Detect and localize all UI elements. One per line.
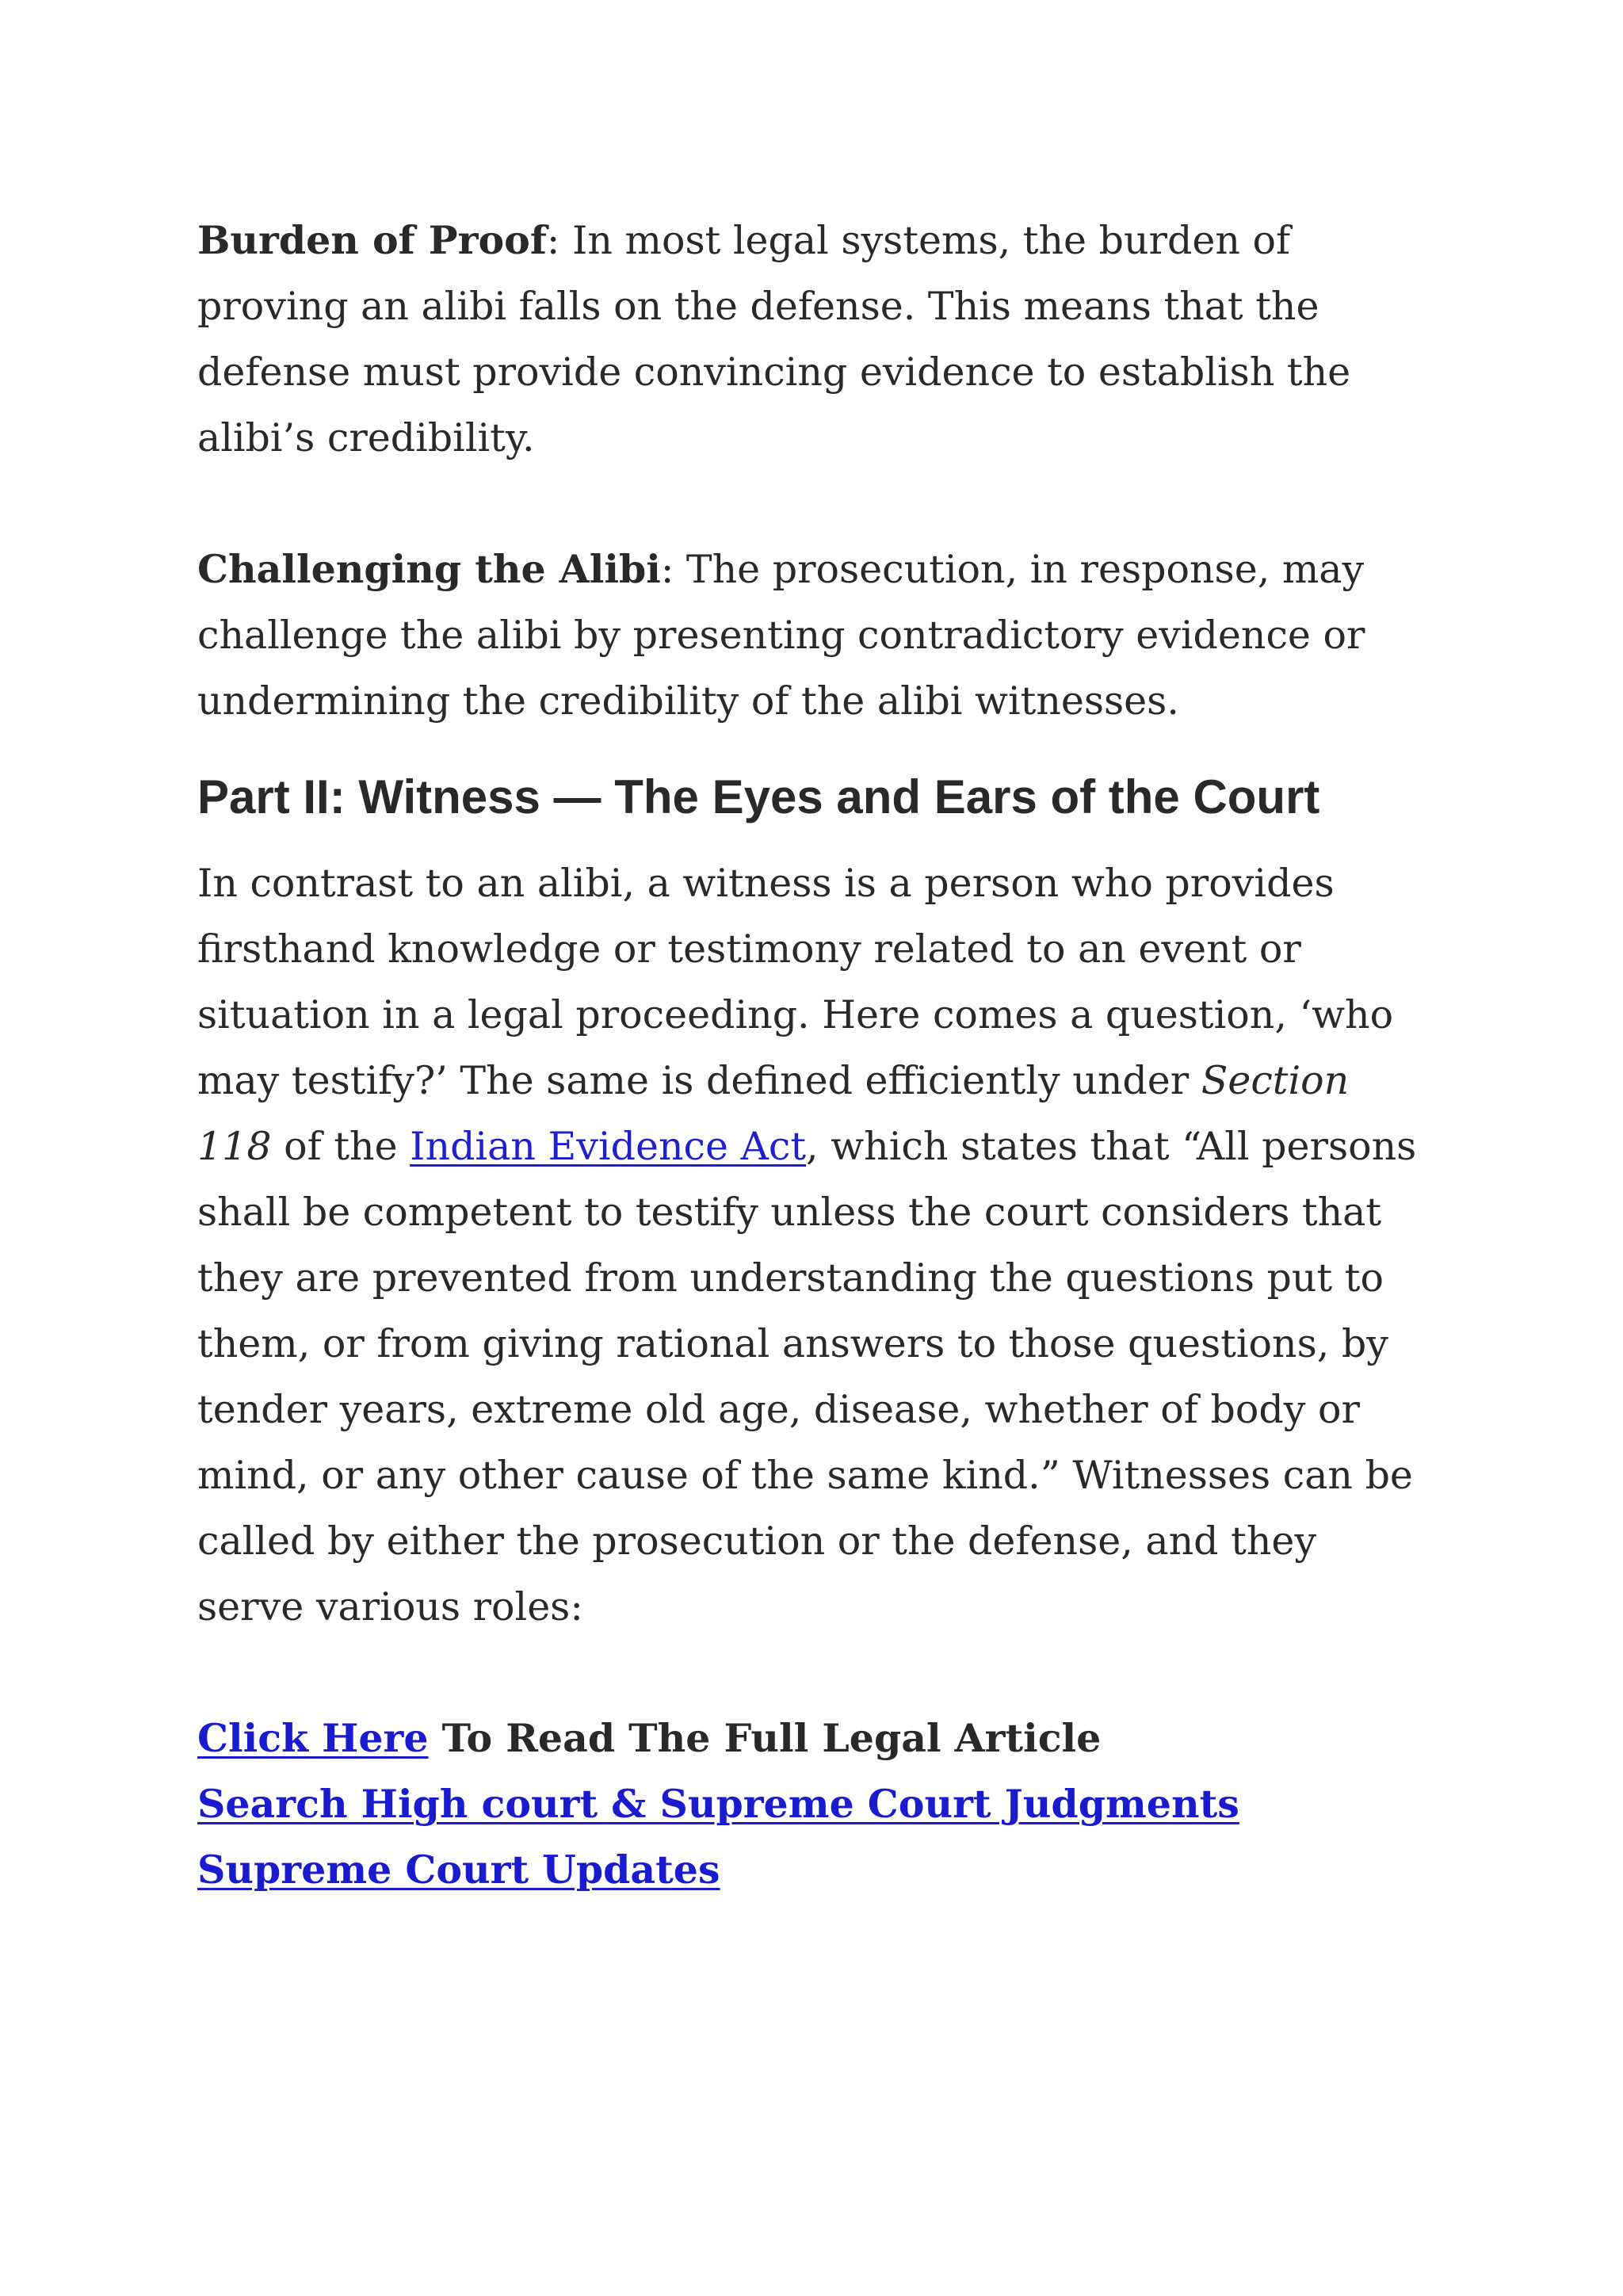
challenging-alibi-text: : The prosecution, in response, may challenge the alibi by presenting contradictory evidence or undermining the credibility of the alibi witnesses.	[197, 547, 1365, 724]
burden-of-proof-paragraph	[197, 208, 1434, 471]
article-body	[197, 208, 1434, 1903]
read-full-article-line	[197, 1706, 1434, 1771]
search-judgments-link[interactable]: Search High court & Supreme Court Judgments	[197, 1781, 1239, 1827]
supreme-court-updates-line	[197, 1837, 1434, 1903]
witness-text-part-3: , which states that “All persons shall be competent to testify unless the court considers that they are prevented from understanding the questions put to them, or from giving rational answers to those questions, by tender years, extreme old age, disease, whether of body or mind, or any other cause of the same kind.” Witnesses can be called by either the prosecution or the defense, and they serve various roles:	[197, 1124, 1417, 1629]
burden-of-proof-term: Burden of Proof	[197, 217, 547, 263]
indian-evidence-act-link[interactable]: Indian Evidence Act	[410, 1124, 807, 1169]
challenging-alibi-paragraph	[197, 537, 1434, 734]
search-judgments-line	[197, 1771, 1434, 1837]
read-full-article-text: To Read The Full Legal Article	[428, 1715, 1102, 1761]
burden-of-proof-text: : In most legal systems, the burden of proving an alibi falls on the defense. This means that the defense must provide convincing evidence to establish the alibi’s credibility.	[197, 218, 1351, 460]
witness-paragraph	[197, 850, 1434, 1640]
click-here-link[interactable]: Click Here	[197, 1715, 429, 1761]
section-heading: Part II: Witness — The Eyes and Ears of the Court	[197, 770, 1320, 823]
links-block	[197, 1706, 1434, 1903]
witness-text-part-1: In contrast to an alibi, a witness is a person who provides firsthand knowledge or testimony related to an event or situation in a legal proceeding. Here comes a question, ‘who may testify?’ The same is defined efficiently under	[197, 861, 1394, 1103]
supreme-court-updates-link[interactable]: Supreme Court Updates	[197, 1847, 720, 1893]
section-118-reference: Section 118	[197, 1058, 1350, 1169]
witness-text-part-2: of the	[271, 1124, 411, 1169]
challenging-alibi-term: Challenging the Alibi	[197, 546, 661, 592]
